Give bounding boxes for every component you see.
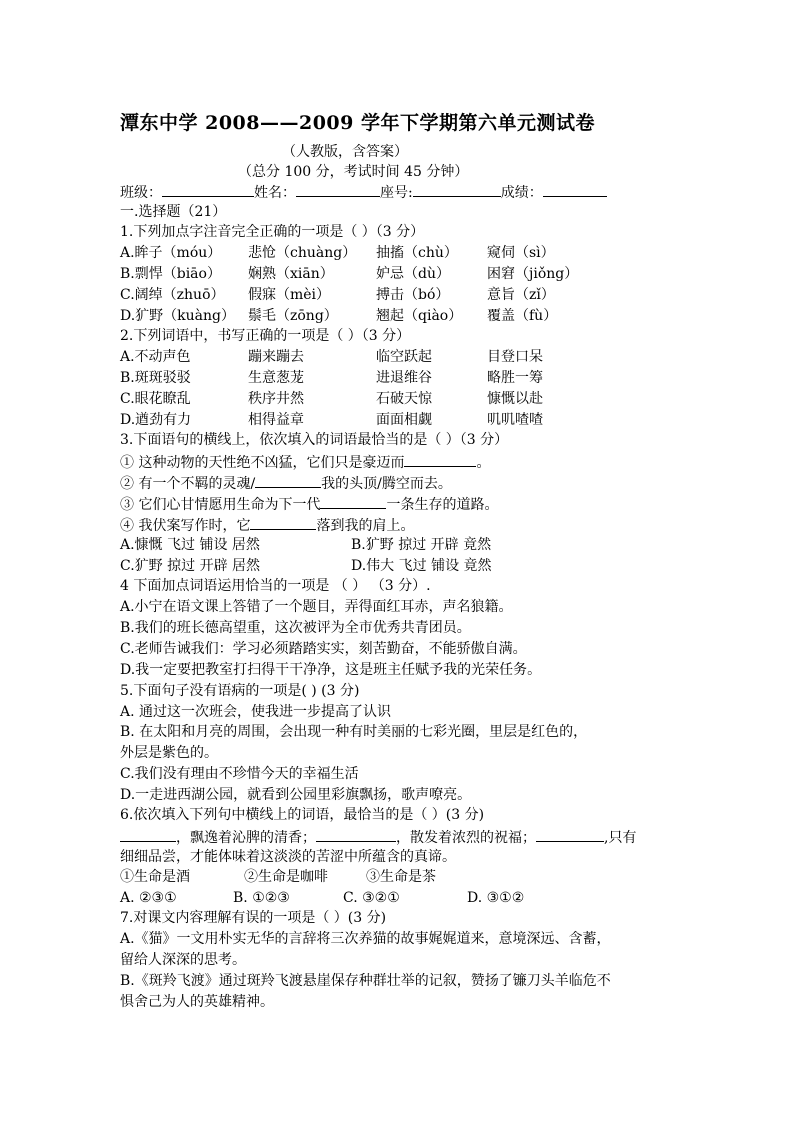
q7-option-b: B.《斑羚飞渡》通过斑羚飞渡悬崖保存种群壮举的记叙，赞扬了镰刀头羊临危不 — [120, 973, 611, 989]
q6-item: ②生命是咖啡 — [244, 869, 328, 885]
q2-option-cell: 蹦来蹦去 — [248, 349, 304, 365]
q2-stem: 2.下列词语中，书写正确的一项是（ ）（3 分） — [120, 328, 411, 344]
q1-option-cell: 意旨（zǐ） — [487, 287, 555, 303]
q5-option-d: D.一走进西湖公园，就看到公园里彩旗飘扬，歌声嘹亮。 — [120, 787, 472, 803]
q3-sentence-3: ③ 它们心甘情愿用生命为下一代 一条生存的道路。 — [120, 497, 499, 513]
q3-option-a: A.慷慨 飞过 铺设 居然 — [120, 537, 260, 553]
q2-option-cell: D.遒劲有力 — [120, 412, 192, 428]
q6-sentence: ，飘逸着沁脾的清香； ，散发着浓烈的祝福； ,只有 — [120, 828, 636, 846]
q2-option-cell: 临空跃起 — [376, 349, 432, 365]
q6-stem: 6.依次填入下列句中横线上的词语，最恰当的是（ ）(3 分) — [120, 807, 485, 823]
q4-stem: 4 下面加点词语运用恰当的一项是 （ ） （3 分）. — [120, 578, 431, 594]
q3-option-b: B.犷野 掠过 开辟 竟然 — [351, 537, 492, 553]
section-heading: 一.选择题（21） — [120, 204, 227, 220]
q2-option-cell: 生意葱茏 — [248, 370, 304, 386]
q1-option-cell: D.犷野（kuàng） — [120, 308, 236, 324]
subtitle-edition: （人教版，含答案） — [282, 144, 408, 160]
q1-option-cell: 搏击（bó） — [376, 287, 450, 303]
score-field[interactable] — [543, 183, 607, 197]
q2-option-cell: A.不动声色 — [120, 349, 191, 365]
q1-option-cell: B.剽悍（biāo） — [120, 266, 221, 282]
q6-item: ③生命是茶 — [366, 869, 436, 885]
class-label: 班级： — [120, 185, 162, 201]
q3-blank-1[interactable] — [404, 453, 476, 467]
q3-blank-2[interactable] — [255, 474, 321, 488]
q2-option-cell: 石破天惊 — [376, 391, 432, 407]
q4-option-b: B.我们的班长德高望重，这次被评为全市优秀共青团员。 — [120, 620, 471, 636]
info-line — [120, 183, 607, 201]
q6-item: ①生命是酒 — [120, 869, 190, 885]
q6-option-b: B. ①②③ — [233, 890, 290, 906]
q2-option-cell: 目登口呆 — [487, 349, 543, 365]
q1-option-cell: 抽搐（chù） — [376, 245, 458, 261]
q7-stem: 7.对课文内容理解有误的一项是（ ）(3 分) — [120, 910, 387, 926]
q1-option-cell: 娴熟（xiān） — [248, 266, 334, 282]
q3-stem: 3.下面语句的横线上，依次填入的词语最恰当的是（ ）（3 分） — [120, 432, 509, 448]
q6-sentence-cont: 细细品尝，才能体味着这淡淡的苦涩中所蕴含的真谛。 — [120, 849, 456, 865]
q1-option-cell: 覆盖（fù） — [487, 308, 558, 324]
q2-option-cell: 略胜一筹 — [487, 370, 543, 386]
q3-blank-4[interactable] — [250, 516, 316, 530]
q2-option-cell: 相得益章 — [248, 412, 304, 428]
seat-label: 座号: — [380, 185, 413, 201]
q7-option-a-cont: 留给人深深的思考。 — [120, 952, 246, 968]
q2-option-cell: 秩序井然 — [248, 391, 304, 407]
q3-option-c: C.犷野 掠过 开辟 居然 — [120, 558, 261, 574]
q7-option-a: A.《猫》一文用朴实无华的言辞将三次养猫的故事娓娓道来，意境深远、含蓄， — [120, 931, 611, 947]
q2-option-cell: 慷慨以赴 — [487, 391, 543, 407]
q5-option-c: C.我们没有理由不珍惜今天的幸福生活 — [120, 766, 359, 782]
q6-option-d: D. ③①② — [467, 890, 525, 906]
class-field[interactable] — [162, 183, 254, 197]
q1-option-cell: A.眸子（móu） — [120, 245, 222, 261]
q5-option-a: A. 通过这一次班会，使我进一步提高了认识 — [120, 704, 392, 720]
name-field[interactable] — [296, 183, 380, 197]
q6-blank-1[interactable] — [120, 828, 176, 842]
q6-option-a: A. ②③① — [120, 890, 177, 906]
q2-option-cell: B.斑斑驳驳 — [120, 370, 191, 386]
score-label: 成绩： — [500, 185, 543, 201]
q2-option-cell: 进退维谷 — [376, 370, 432, 386]
name-label: 姓名： — [254, 185, 296, 201]
q6-blank-2[interactable] — [316, 828, 396, 842]
q4-option-c: C.老师告诫我们：学习必须踏踏实实，刻苦勤奋，不能骄傲自满。 — [120, 641, 527, 657]
q3-blank-3[interactable] — [320, 495, 386, 509]
q6-blank-3[interactable] — [536, 828, 604, 842]
q6-option-c: C. ③②① — [343, 890, 400, 906]
subtitle-score-time: （总分 100 分，考试时间 45 分钟） — [238, 164, 469, 180]
q3-sentence-1: ① 这种动物的天性绝不凶猛，它们只是豪迈而 。 — [120, 455, 491, 471]
q4-option-a: A.小宁在语文课上答错了一个题目，弄得面红耳赤，声名狼籍。 — [120, 599, 513, 615]
q1-option-cell: 窥伺（sì） — [487, 245, 555, 261]
q3-option-d: D.伟大 飞过 铺设 竟然 — [351, 558, 492, 574]
q5-stem: 5.下面句子没有语病的一项是( ) (3 分) — [120, 683, 360, 699]
q1-option-cell: 妒忌（dù） — [376, 266, 450, 282]
page-title: 潭东中学 2008——2009 学年下学期第六单元测试卷 — [120, 112, 595, 134]
q1-option-cell: 困窘（jiǒng） — [487, 266, 579, 282]
seat-field[interactable] — [413, 183, 501, 197]
q2-option-cell: C.眼花瞭乱 — [120, 391, 191, 407]
q5-option-b: B. 在太阳和月亮的周围，会出现一种有时美丽的七彩光圈，里层是红色的， — [120, 724, 588, 740]
q5-option-b-cont: 外层是紫色的。 — [120, 745, 218, 761]
q1-stem: 1.下列加点字注音完全正确的一项是（ ）（3 分） — [120, 224, 425, 240]
q2-option-cell: 面面相觑 — [376, 412, 432, 428]
q1-option-cell: 鬃毛（zōng） — [248, 308, 338, 324]
q3-sentence-2: ② 有一个不羁的灵魂/ 我的头顶/腾空而去。 — [120, 476, 452, 492]
q7-option-b-cont: 惧舍己为人的英雄精神。 — [120, 994, 274, 1010]
q1-option-cell: C.阔绰（zhuō） — [120, 287, 225, 303]
q4-option-d: D.我一定要把教室打扫得干干净净，这是班主任赋予我的光荣任务。 — [120, 662, 542, 678]
q1-option-cell: 悲怆（chuàng） — [248, 245, 357, 261]
q1-option-cell: 假寐（mèi） — [248, 287, 331, 303]
q3-sentence-4: ④ 我伏案写作时，它 落到我的肩上。 — [120, 518, 415, 534]
q2-option-cell: 叽叽喳喳 — [487, 412, 543, 428]
q1-option-cell: 翘起（qiào） — [376, 308, 463, 324]
